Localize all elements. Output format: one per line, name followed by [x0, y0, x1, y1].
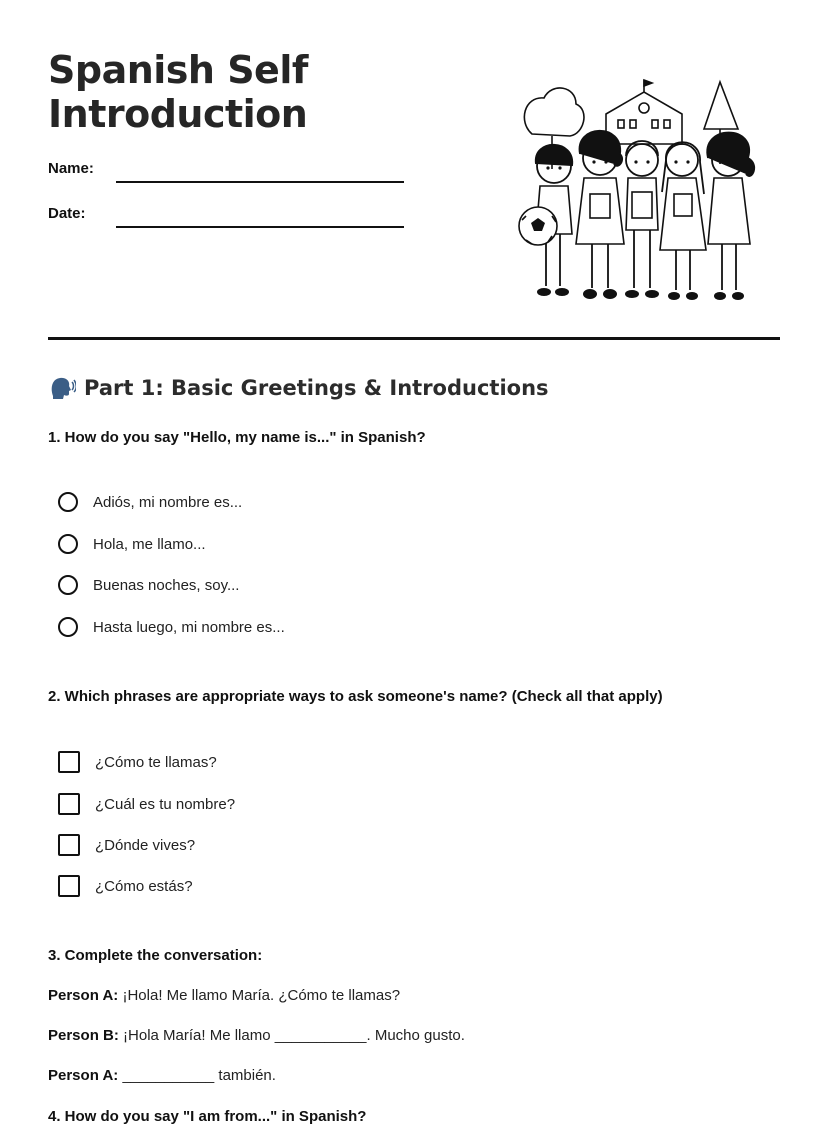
dialogue-text: ___________ también. [122, 1067, 276, 1084]
title-line-1: Spanish Self [48, 48, 308, 92]
date-field[interactable] [116, 226, 404, 228]
q1-option[interactable] [58, 575, 239, 595]
speaker-label: Person A: [48, 987, 119, 1004]
conversation-line [48, 987, 400, 1004]
q2-option[interactable] [58, 834, 195, 856]
question-2: 2. Which phrases are appropriate ways to ask someone's name? (Check all that apply) [48, 688, 663, 705]
q2-option[interactable] [58, 751, 217, 773]
radio-button[interactable] [58, 492, 78, 512]
dialogue-text: ¡Hola! Me llamo María. ¿Cómo te llamas? [122, 987, 401, 1004]
checkbox[interactable] [58, 751, 80, 773]
radio-button[interactable] [58, 617, 78, 637]
q2-option[interactable] [58, 875, 193, 897]
option-label: Hola, me llamo... [93, 535, 206, 553]
section-divider [48, 337, 780, 340]
question-1: 1. How do you say "Hello, my name is..." in Spanish? [48, 429, 426, 446]
students-illustration [514, 74, 766, 306]
speaker-label: Person B: [48, 1027, 119, 1044]
option-label: Hasta luego, mi nombre es... [93, 618, 285, 636]
q2-option[interactable] [58, 793, 235, 815]
radio-button[interactable] [58, 575, 78, 595]
q1-option[interactable] [58, 492, 242, 512]
speaking-head-icon [48, 374, 76, 402]
q1-option[interactable] [58, 534, 206, 554]
name-label: Name: [48, 160, 94, 177]
checkbox[interactable] [58, 793, 80, 815]
radio-button[interactable] [58, 534, 78, 554]
option-label: Buenas noches, soy... [93, 576, 240, 594]
conversation-line [48, 1027, 465, 1044]
question-4: 4. How do you say "I am from..." in Spanish? [48, 1108, 367, 1125]
date-label: Date: [48, 205, 86, 222]
page-title [48, 48, 308, 136]
dialogue-text: ¡Hola María! Me llamo ___________. Mucho gusto. [123, 1027, 465, 1044]
speaker-label: Person A: [48, 1067, 119, 1084]
section-title-part1 [48, 374, 549, 402]
title-line-2: Introduction [48, 92, 308, 136]
checkbox[interactable] [58, 875, 80, 897]
q1-option[interactable] [58, 617, 285, 637]
option-label: ¿Cuál es tu nombre? [95, 795, 236, 813]
option-label: ¿Cómo te llamas? [95, 753, 217, 771]
option-label: ¿Dónde vives? [95, 836, 196, 854]
option-label: Adiós, mi nombre es... [93, 493, 243, 511]
question-3: 3. Complete the conversation: [48, 947, 263, 964]
option-label: ¿Cómo estás? [95, 877, 193, 895]
section-title-text: Part 1: Basic Greetings & Introductions [84, 376, 549, 400]
conversation-line [48, 1067, 276, 1084]
checkbox[interactable] [58, 834, 80, 856]
name-field[interactable] [116, 181, 404, 183]
